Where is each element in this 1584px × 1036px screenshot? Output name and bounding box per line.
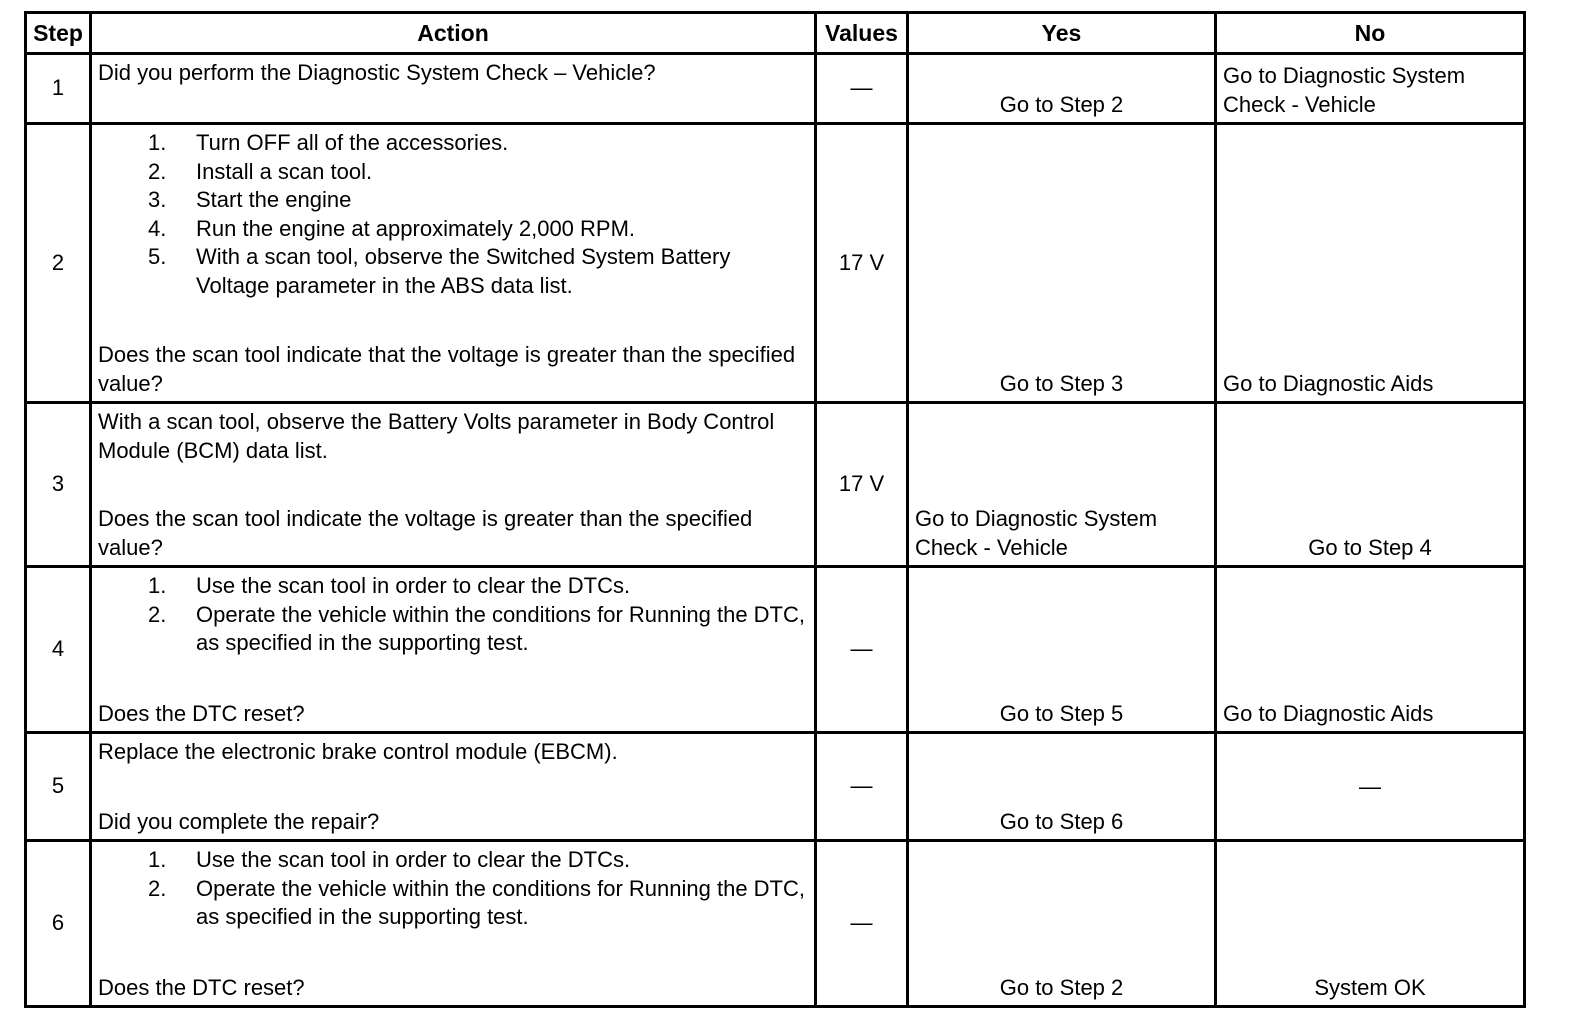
- step-number: 4: [26, 567, 91, 733]
- yes-cell: [908, 841, 1216, 1007]
- no-cell: [1216, 124, 1525, 403]
- table-row: [26, 54, 1525, 124]
- table-row: [26, 733, 1525, 841]
- header-yes: Yes: [908, 13, 1216, 54]
- table-row: [26, 403, 1525, 567]
- list-item: 4. Run the engine at approximately 2,000 RPM.: [148, 215, 636, 241]
- header-action: Action: [91, 13, 816, 54]
- diagnostic-table: [24, 11, 1526, 1008]
- no-result: System OK: [1314, 974, 1426, 1000]
- list-item: 2. Install a scan tool.: [148, 158, 373, 184]
- action-question: Does the scan tool indicate that the voltage is greater than the specified value?: [98, 342, 796, 396]
- no-result: Go to Diagnostic System Check - Vehicle: [1223, 63, 1466, 117]
- table-row: [26, 567, 1525, 733]
- header-step: Step: [26, 13, 91, 54]
- yes-cell: [908, 403, 1216, 567]
- action-question: Does the DTC reset?: [98, 974, 305, 1000]
- step-number: 6: [26, 841, 91, 1007]
- value-cell: —: [816, 733, 908, 841]
- no-result: Go to Diagnostic Aids: [1223, 700, 1434, 726]
- table-row: [26, 124, 1525, 403]
- no-result: —: [1359, 773, 1381, 799]
- list-item: 2. Operate the vehicle within the conditions for Running the DTC, as specified in the supporting test.: [148, 875, 805, 929]
- step-number: 5: [26, 733, 91, 841]
- step-number: 2: [26, 124, 91, 403]
- list-item: 2. Operate the vehicle within the conditions for Running the DTC, as specified in the supporting test.: [148, 601, 805, 655]
- list-item: 1. Use the scan tool in order to clear the DTCs.: [148, 847, 631, 872]
- yes-result: Go to Diagnostic System Check - Vehicle: [915, 506, 1158, 560]
- no-result: Go to Step 4: [1308, 534, 1432, 560]
- yes-result: Go to Step 3: [999, 370, 1124, 396]
- no-cell: [1216, 733, 1525, 841]
- list-item: 3. Start the engine: [148, 187, 352, 212]
- yes-cell: [908, 124, 1216, 403]
- action-intro: Did you perform the Diagnostic System Check – Vehicle?: [98, 60, 656, 85]
- header-no: No: [1216, 13, 1525, 54]
- action-cell: [91, 841, 816, 1007]
- yes-cell: [908, 733, 1216, 841]
- action-cell: [91, 733, 816, 841]
- no-cell: [1216, 567, 1525, 733]
- value-cell: —: [816, 841, 908, 1007]
- yes-result: Go to Step 2: [999, 91, 1124, 117]
- no-result: Go to Diagnostic Aids: [1223, 370, 1434, 396]
- action-cell: [91, 567, 816, 733]
- action-steps: [98, 129, 808, 300]
- action-cell: [91, 124, 816, 403]
- action-steps: [98, 846, 808, 932]
- action-question: Did you complete the repair?: [98, 808, 380, 834]
- header-row: [26, 13, 1525, 54]
- value-cell: 17 V: [816, 403, 908, 567]
- list-item: 1. Use the scan tool in order to clear the DTCs.: [148, 573, 631, 598]
- yes-result: Go to Step 6: [999, 808, 1124, 834]
- no-cell: [1216, 403, 1525, 567]
- yes-cell: [908, 54, 1216, 124]
- action-question: Does the scan tool indicate the voltage is greater than the specified value?: [98, 506, 753, 560]
- list-item: 1. Turn OFF all of the accessories.: [148, 130, 509, 155]
- step-number: 1: [26, 54, 91, 124]
- value-cell: 17 V: [816, 124, 908, 403]
- action-intro: With a scan tool, observe the Battery Volts parameter in Body Control Module (BCM) data list.: [98, 409, 775, 463]
- yes-result: Go to Step 5: [999, 700, 1124, 726]
- action-intro: Replace the electronic brake control module (EBCM).: [98, 739, 618, 764]
- value-cell: —: [816, 54, 908, 124]
- header-values: Values: [816, 13, 908, 54]
- action-cell: [91, 54, 816, 124]
- value-cell: —: [816, 567, 908, 733]
- no-cell: [1216, 841, 1525, 1007]
- table-row: [26, 841, 1525, 1007]
- list-item: 5. With a scan tool, observe the Switched System Battery Voltage parameter in the ABS data list.: [148, 244, 731, 298]
- action-cell: [91, 403, 816, 567]
- step-number: 3: [26, 403, 91, 567]
- yes-cell: [908, 567, 1216, 733]
- yes-result: Go to Step 2: [999, 974, 1124, 1000]
- action-steps: [98, 572, 808, 658]
- no-cell: [1216, 54, 1525, 124]
- action-question: Does the DTC reset?: [98, 700, 305, 726]
